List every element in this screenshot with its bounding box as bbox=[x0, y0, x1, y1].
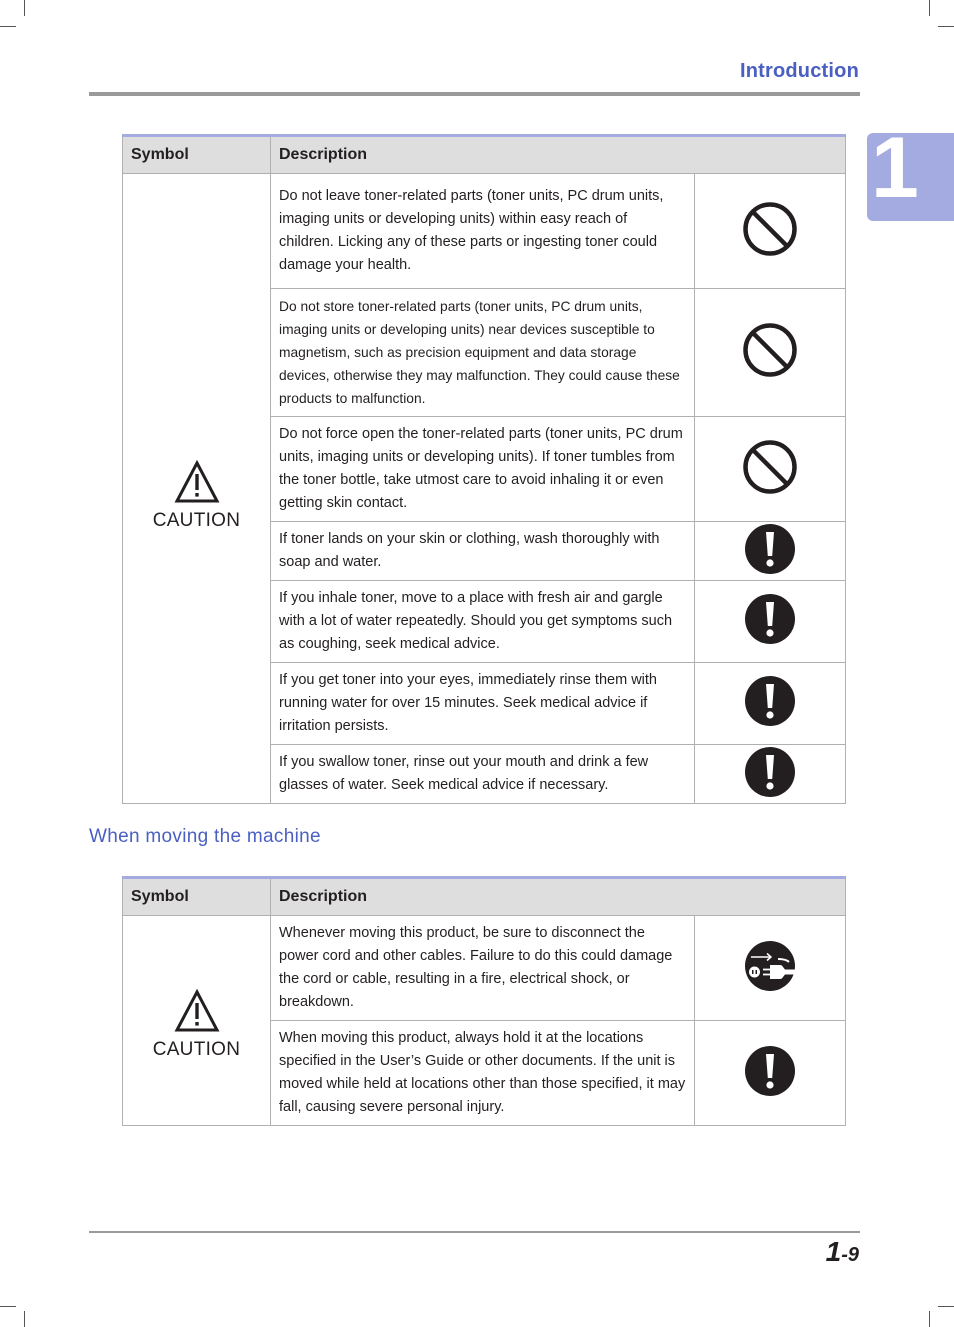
icon-cell bbox=[695, 174, 846, 289]
crop-mark bbox=[24, 1311, 25, 1327]
caution-triangle-icon bbox=[174, 989, 220, 1033]
mandatory-action-icon bbox=[744, 1045, 796, 1097]
crop-mark bbox=[24, 0, 25, 16]
crop-mark bbox=[938, 26, 954, 27]
caution-label: CAUTION bbox=[152, 509, 241, 531]
unplug-icon bbox=[744, 940, 796, 992]
header-rule bbox=[89, 92, 860, 96]
symbol-column-header: Symbol bbox=[123, 136, 271, 174]
chapter-tab bbox=[867, 120, 954, 221]
crop-mark bbox=[0, 26, 16, 27]
caution-label: CAUTION bbox=[152, 1038, 241, 1060]
page-header-title: Introduction bbox=[739, 60, 859, 82]
crop-mark bbox=[929, 1311, 930, 1327]
mandatory-action-icon bbox=[744, 746, 796, 798]
table-row bbox=[123, 174, 846, 289]
description-cell: Do not leave toner-related parts (toner units, PC drum units, imaging units or developing units) within easy reach of children. Licking any of these parts or ingesting toner could damage your health. bbox=[271, 174, 695, 289]
description-cell: When moving this product, always hold it at the locations specified in the User’s Guide or other documents. If the unit is moved while held at locations other than those specified, it may fall, causing severe personal injury. bbox=[271, 1021, 695, 1126]
table-header-row bbox=[123, 878, 846, 916]
description-column-header: Description bbox=[271, 136, 846, 174]
toner-safety-table bbox=[122, 134, 846, 804]
icon-cell bbox=[695, 289, 846, 417]
chapter-tab-number: 1 bbox=[871, 120, 919, 216]
symbol-cell bbox=[123, 916, 271, 1126]
mandatory-action-icon bbox=[744, 523, 796, 575]
description-cell: If you get toner into your eyes, immediately rinse them with running water for over 15 minutes. Seek medical advice if irritation persists. bbox=[271, 663, 695, 745]
description-cell: If you inhale toner, move to a place with fresh air and gargle with a lot of water repeatedly. Should you get symptoms such as coughing, seek medical advice. bbox=[271, 581, 695, 663]
icon-cell bbox=[695, 916, 846, 1021]
mandatory-action-icon bbox=[744, 675, 796, 727]
icon-cell bbox=[695, 522, 846, 581]
symbol-column-header: Symbol bbox=[123, 878, 271, 916]
description-cell: Whenever moving this product, be sure to disconnect the power cord and other cables. Failure to do this could damage the cord or cable, resulting in a fire, electrical shock, or breakdown. bbox=[271, 916, 695, 1021]
table-header-row bbox=[123, 136, 846, 174]
icon-cell bbox=[695, 663, 846, 745]
description-column-header: Description bbox=[271, 878, 846, 916]
table-row bbox=[123, 916, 846, 1021]
description-cell: Do not store toner-related parts (toner units, PC drum units, imaging units or developing units) near devices susceptible to magnetism, such as precision equipment and data storage devices, otherwise they may malfunction. They could cause these products to malfunction. bbox=[271, 289, 695, 417]
page-number-page: -9 bbox=[841, 1244, 859, 1266]
page-number-chapter: 1 bbox=[825, 1236, 842, 1267]
description-cell: If you swallow toner, rinse out your mouth and drink a few glasses of water. Seek medical advice if necessary. bbox=[271, 745, 695, 804]
prohibited-icon bbox=[742, 201, 798, 257]
icon-cell bbox=[695, 1021, 846, 1126]
icon-cell bbox=[695, 581, 846, 663]
footer-rule bbox=[89, 1231, 860, 1233]
symbol-cell bbox=[123, 174, 271, 804]
caution-triangle-icon bbox=[174, 460, 220, 504]
crop-mark bbox=[0, 1306, 16, 1307]
page-number bbox=[826, 1236, 859, 1268]
moving-machine-table bbox=[122, 876, 846, 1126]
description-cell: If toner lands on your skin or clothing, wash thoroughly with soap and water. bbox=[271, 522, 695, 581]
icon-cell bbox=[695, 417, 846, 522]
prohibited-icon bbox=[742, 439, 798, 495]
mandatory-action-icon bbox=[744, 593, 796, 645]
description-cell: Do not force open the toner-related parts (toner units, PC drum units, imaging units or developing units). If toner tumbles from the toner bottle, take utmost care to avoid inhaling it or even getting skin contact. bbox=[271, 417, 695, 522]
prohibited-icon bbox=[742, 322, 798, 378]
icon-cell bbox=[695, 745, 846, 804]
crop-mark bbox=[929, 0, 930, 16]
crop-mark bbox=[938, 1306, 954, 1307]
section-heading: When moving the machine bbox=[89, 826, 321, 847]
